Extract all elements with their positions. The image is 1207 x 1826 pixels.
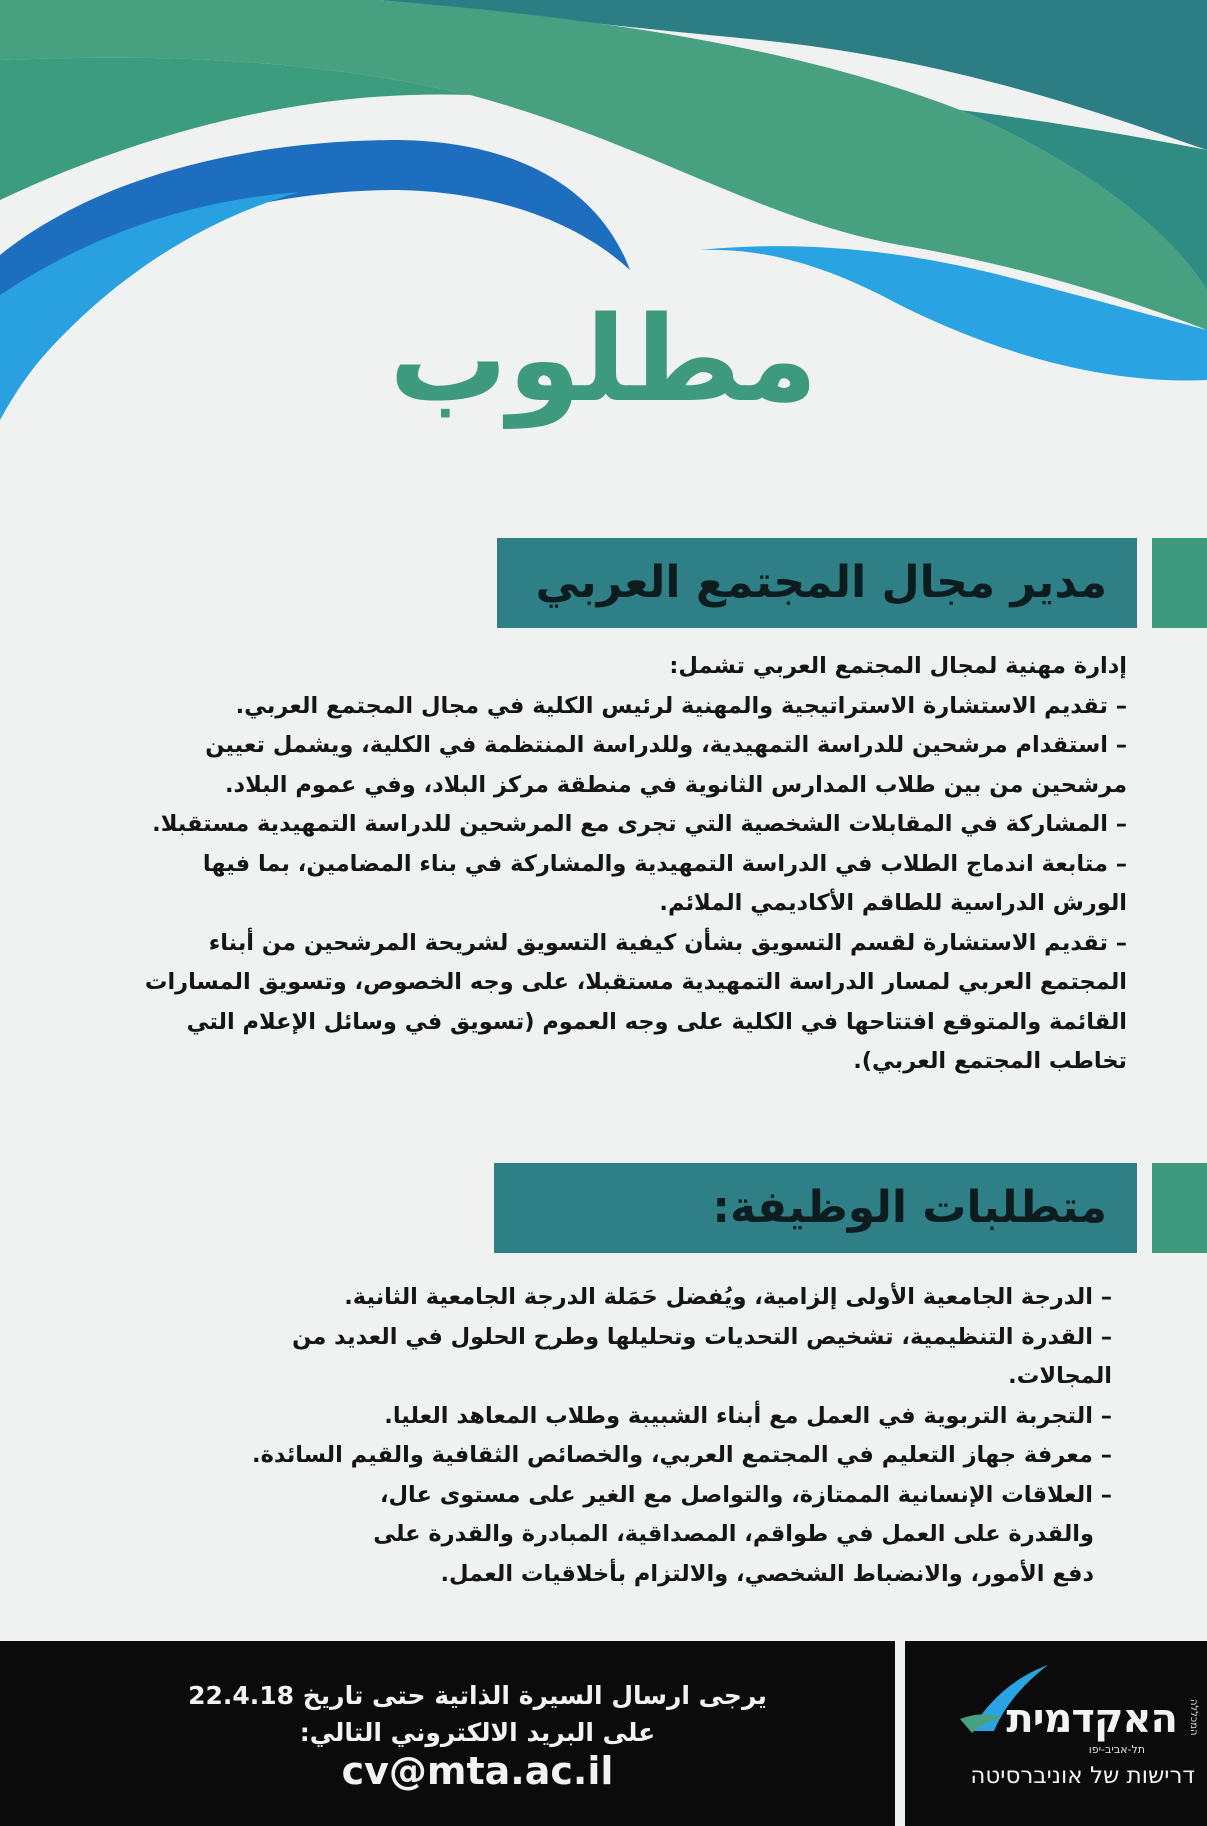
requirement-line: – العلاقات الإنسانية الممتازة، والتواصل مع الغير على مستوى عال، xyxy=(379,1481,1112,1508)
footer-divider xyxy=(895,1641,905,1826)
position-line: المجتمع العربي لمسار الدراسة التمهيدية مستقبلا، على وجه الخصوص، وتسويق المسارات xyxy=(144,969,1127,995)
college-logo xyxy=(905,1641,1207,1826)
requirements-title: متطلبات الوظيفة: xyxy=(712,1182,1107,1233)
position-line: – استقدام مرشحين للدراسة التمهيدية، وللدراسة المنتظمة في الكلية، ويشمل تعيين xyxy=(205,732,1127,758)
position-title-bar xyxy=(0,538,1207,628)
footer-email-intro: على البريد الالكتروني التالي: xyxy=(299,1718,656,1747)
position-line: – تقديم الاستشارة الاستراتيجية والمهنية لرئيس الكلية في مجال المجتمع العربي. xyxy=(235,692,1127,719)
college-name: האקדמית xyxy=(1006,1696,1177,1742)
footer xyxy=(0,1641,1207,1826)
position-line: – المشاركة في المقابلات الشخصية التي تجرى مع المرشحين للدراسة التمهيدية مستقبلا. xyxy=(152,811,1127,837)
bar-main xyxy=(494,1163,1137,1253)
bar-main xyxy=(497,538,1137,628)
requirement-line: – التجربة التربوية في العمل مع أبناء الشبيبة وطلاب المعاهد العليا. xyxy=(384,1402,1112,1429)
requirement-line: دفع الأمور، والانضباط الشخصي، والالتزام بأخلاقيات العمل. xyxy=(440,1560,1094,1587)
position-line: – تقديم الاستشارة لقسم التسويق بشأن كيفية التسويق لشريحة المرشحين من أبناء xyxy=(208,929,1127,956)
requirements-title-bar xyxy=(0,1163,1207,1253)
requirement-line: – معرفة جهاز التعليم في المجتمع العربي، والخصائص الثقافية والقيم السائدة. xyxy=(252,1442,1112,1468)
college-location: תל-אביב-יפו xyxy=(1088,1743,1145,1756)
position-line: تخاطب المجتمع العربي). xyxy=(853,1048,1127,1074)
bar-accent-tab xyxy=(1152,538,1207,628)
requirement-line: – الدرجة الجامعية الأولى إلزامية، ويُفضل حَمَلة الدرجة الجامعية الثانية. xyxy=(344,1284,1112,1310)
college-tagline: דרישות של אוניברסיטה xyxy=(970,1763,1195,1789)
position-line: إدارة مهنية لمجال المجتمع العربي تشمل: xyxy=(669,653,1127,679)
footer-contact xyxy=(0,1641,895,1826)
college-label: המכללה xyxy=(1188,1699,1199,1736)
bar-accent-tab xyxy=(1152,1163,1207,1253)
position-line: مرشحين من بين طلاب المدارس الثانوية في منطقة مركز البلاد، وفي عموم البلاد. xyxy=(225,771,1127,798)
requirement-line: والقدرة على العمل في طواقم، المصداقية، المبادرة والقدرة على xyxy=(373,1521,1094,1547)
position-description xyxy=(67,647,1127,1082)
page-title: مطلوب xyxy=(389,290,818,428)
position-title: مدير مجال المجتمع العربي xyxy=(535,557,1107,608)
footer-deadline: يرجى ارسال السيرة الذاتية حتى تاريخ 22.4.18 xyxy=(188,1681,767,1710)
position-line: القائمة والمتوقع افتتاحها في الكلية على وجه العموم (تسويق في وسائل الإعلام التي xyxy=(186,1008,1127,1035)
requirements-list xyxy=(232,1278,1112,1594)
position-line: – متابعة اندماج الطلاب في الدراسة التمهيدية والمشاركة في بناء المضامين، بما فيها xyxy=(202,850,1127,877)
position-line: الورش الدراسية للطاقم الأكاديمي الملائم. xyxy=(659,890,1127,916)
requirement-line: – القدرة التنظيمية، تشخيص التحديات وتحليلها وطرح الحلول في العديد من المجالات. xyxy=(292,1323,1112,1389)
footer-email[interactable]: cv@mta.ac.il xyxy=(341,1749,614,1793)
